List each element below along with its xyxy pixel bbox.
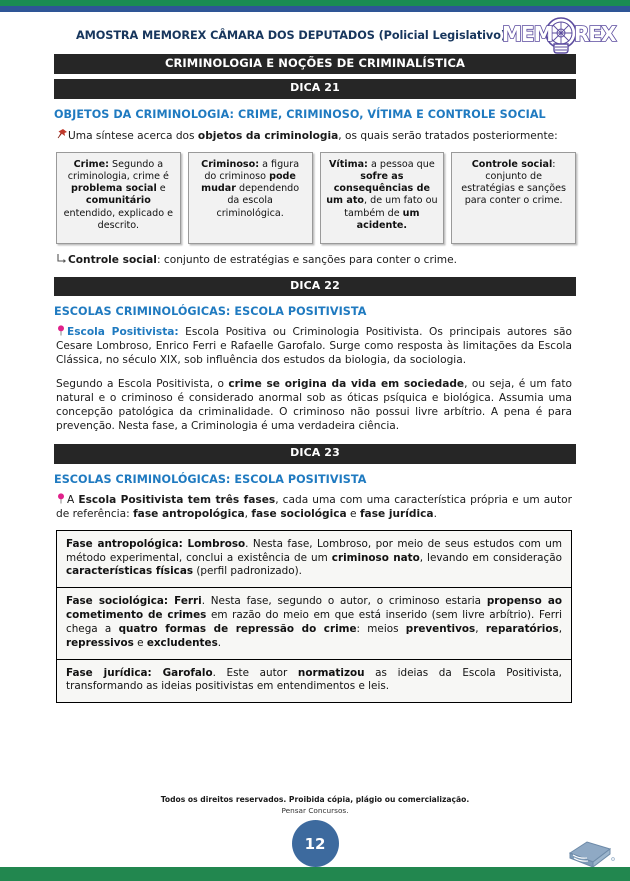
- fases-container: [56, 530, 572, 703]
- arrow-elbow-icon: [56, 253, 67, 264]
- concept-box-vitima: Vítima: a pessoa que sofre as consequências de um ato, de um fato ou também de um acidente.: [320, 152, 445, 244]
- intro-text-23: A Escola Positivista tem três fases, cada uma com uma característica própria e um autor de referência: fase antropológica, fase sociológica e fase jurídica.: [56, 493, 573, 520]
- pin-bullet-icon: [56, 325, 65, 335]
- header-title: AMOSTRA MEMOREX CÂMARA DOS DEPUTADOS (Policial Legislativo): [76, 29, 506, 42]
- section-heading-23: ESCOLAS CRIMINOLÓGICAS: ESCOLA POSITIVISTA: [54, 472, 367, 486]
- intro-paragraph-21: [56, 128, 572, 144]
- bottom-stripe-green: [0, 867, 630, 881]
- note-paragraph-21: [56, 253, 572, 268]
- page-number-badge: 12: [292, 820, 339, 867]
- paragraph-22-2: Segundo a Escola Positivista, o crime se origina da vida em sociedade, ou seja, é um fato natural e o criminoso é considerado anormal sob as óticas psíquica e biológica. Assumia uma concepção patológica da criminalidade. O criminoso não possui livre arbítrio. A pena é para prevenção. Nesta fase, a Criminologia é uma verdadeira ciência.: [56, 378, 572, 433]
- fase-antropologica-box: Fase antropológica: Lombroso. Nesta fase, Lombroso, por meio de seus estudos com um método experimental, conclui a existência de um criminoso nato, levando em consideração características físicas (perfil padronizado).: [66, 537, 562, 578]
- pushpin-icon: [56, 128, 67, 139]
- paragraph-22-1-text: Escola Positivista: Escola Positiva ou Criminologia Positivista. Os principais autores são Cesare Lombroso, Enrico Ferri e Rafaelle Garofalo. Surge como resposta às limitações da Escola Clássica, no século XIX, sob influência dos estudos da biologia, da sociologia.: [56, 326, 572, 367]
- page-content: [0, 12, 630, 703]
- note-text-21: Controle social: conjunto de estratégias e sanções para conter o crime.: [68, 253, 457, 266]
- page-header: [0, 12, 630, 54]
- footer-publisher: Pensar Concursos.: [281, 806, 349, 815]
- subject-bar: CRIMINOLOGIA E NOÇÕES DE CRIMINALÍSTICA: [54, 54, 576, 74]
- svg-text:REX: REX: [574, 22, 616, 46]
- intro-paragraph-23: [56, 493, 572, 522]
- dica-bar-22: DICA 22: [54, 277, 576, 297]
- fase-juridica-box: Fase jurídica: Garofalo. Este autor normatizou as ideias da Escola Positivista, transformando as ideias positivistas em entendimentos e leis.: [57, 659, 571, 703]
- paragraph-22-1: [56, 325, 572, 368]
- concept-box-controle-social: Controle social: conjunto de estratégias e sanções para conter o crime.: [451, 152, 576, 244]
- intro-text-21: Uma síntese acerca dos objetos da criminologia, os quais serão tratados posteriormente:: [68, 129, 558, 142]
- page-footer: [0, 795, 630, 867]
- memorex-logo: [500, 17, 622, 61]
- section-heading-21: OBJETOS DA CRIMINOLOGIA: CRIME, CRIMINOSO, VÍTIMA E CONTROLE SOCIAL: [54, 107, 546, 121]
- footer-rights: Todos os direitos reservados. Proibida cópia, plágio ou comercialização.: [160, 795, 470, 804]
- pin-bullet-icon: [56, 493, 65, 503]
- concept-box-row: [56, 152, 576, 244]
- svg-text:MEM: MEM: [502, 22, 553, 46]
- dica-bar-23: DICA 23: [54, 444, 576, 464]
- concept-box-criminoso: Criminoso: a figura do criminoso pode mudar dependendo da escola criminológica.: [188, 152, 313, 244]
- section-heading-22: ESCOLAS CRIMINOLÓGICAS: ESCOLA POSITIVISTA: [54, 305, 367, 319]
- concept-box-crime: Crime: Segundo a criminologia, crime é problema social e comunitário entendido, explicado e descrito.: [56, 152, 181, 244]
- fase-sociologica-box: Fase sociológica: Ferri. Nesta fase, segundo o autor, o criminoso estaria propenso ao cometimento de crimes em razão do meio em que está inserido (sem livre arbítrio). Ferri chega a quatro formas de repressão do crime: meios preventivos, reparatórios, repressivos e excludentes.: [57, 587, 571, 658]
- dica-bar-21: DICA 21: [54, 79, 576, 99]
